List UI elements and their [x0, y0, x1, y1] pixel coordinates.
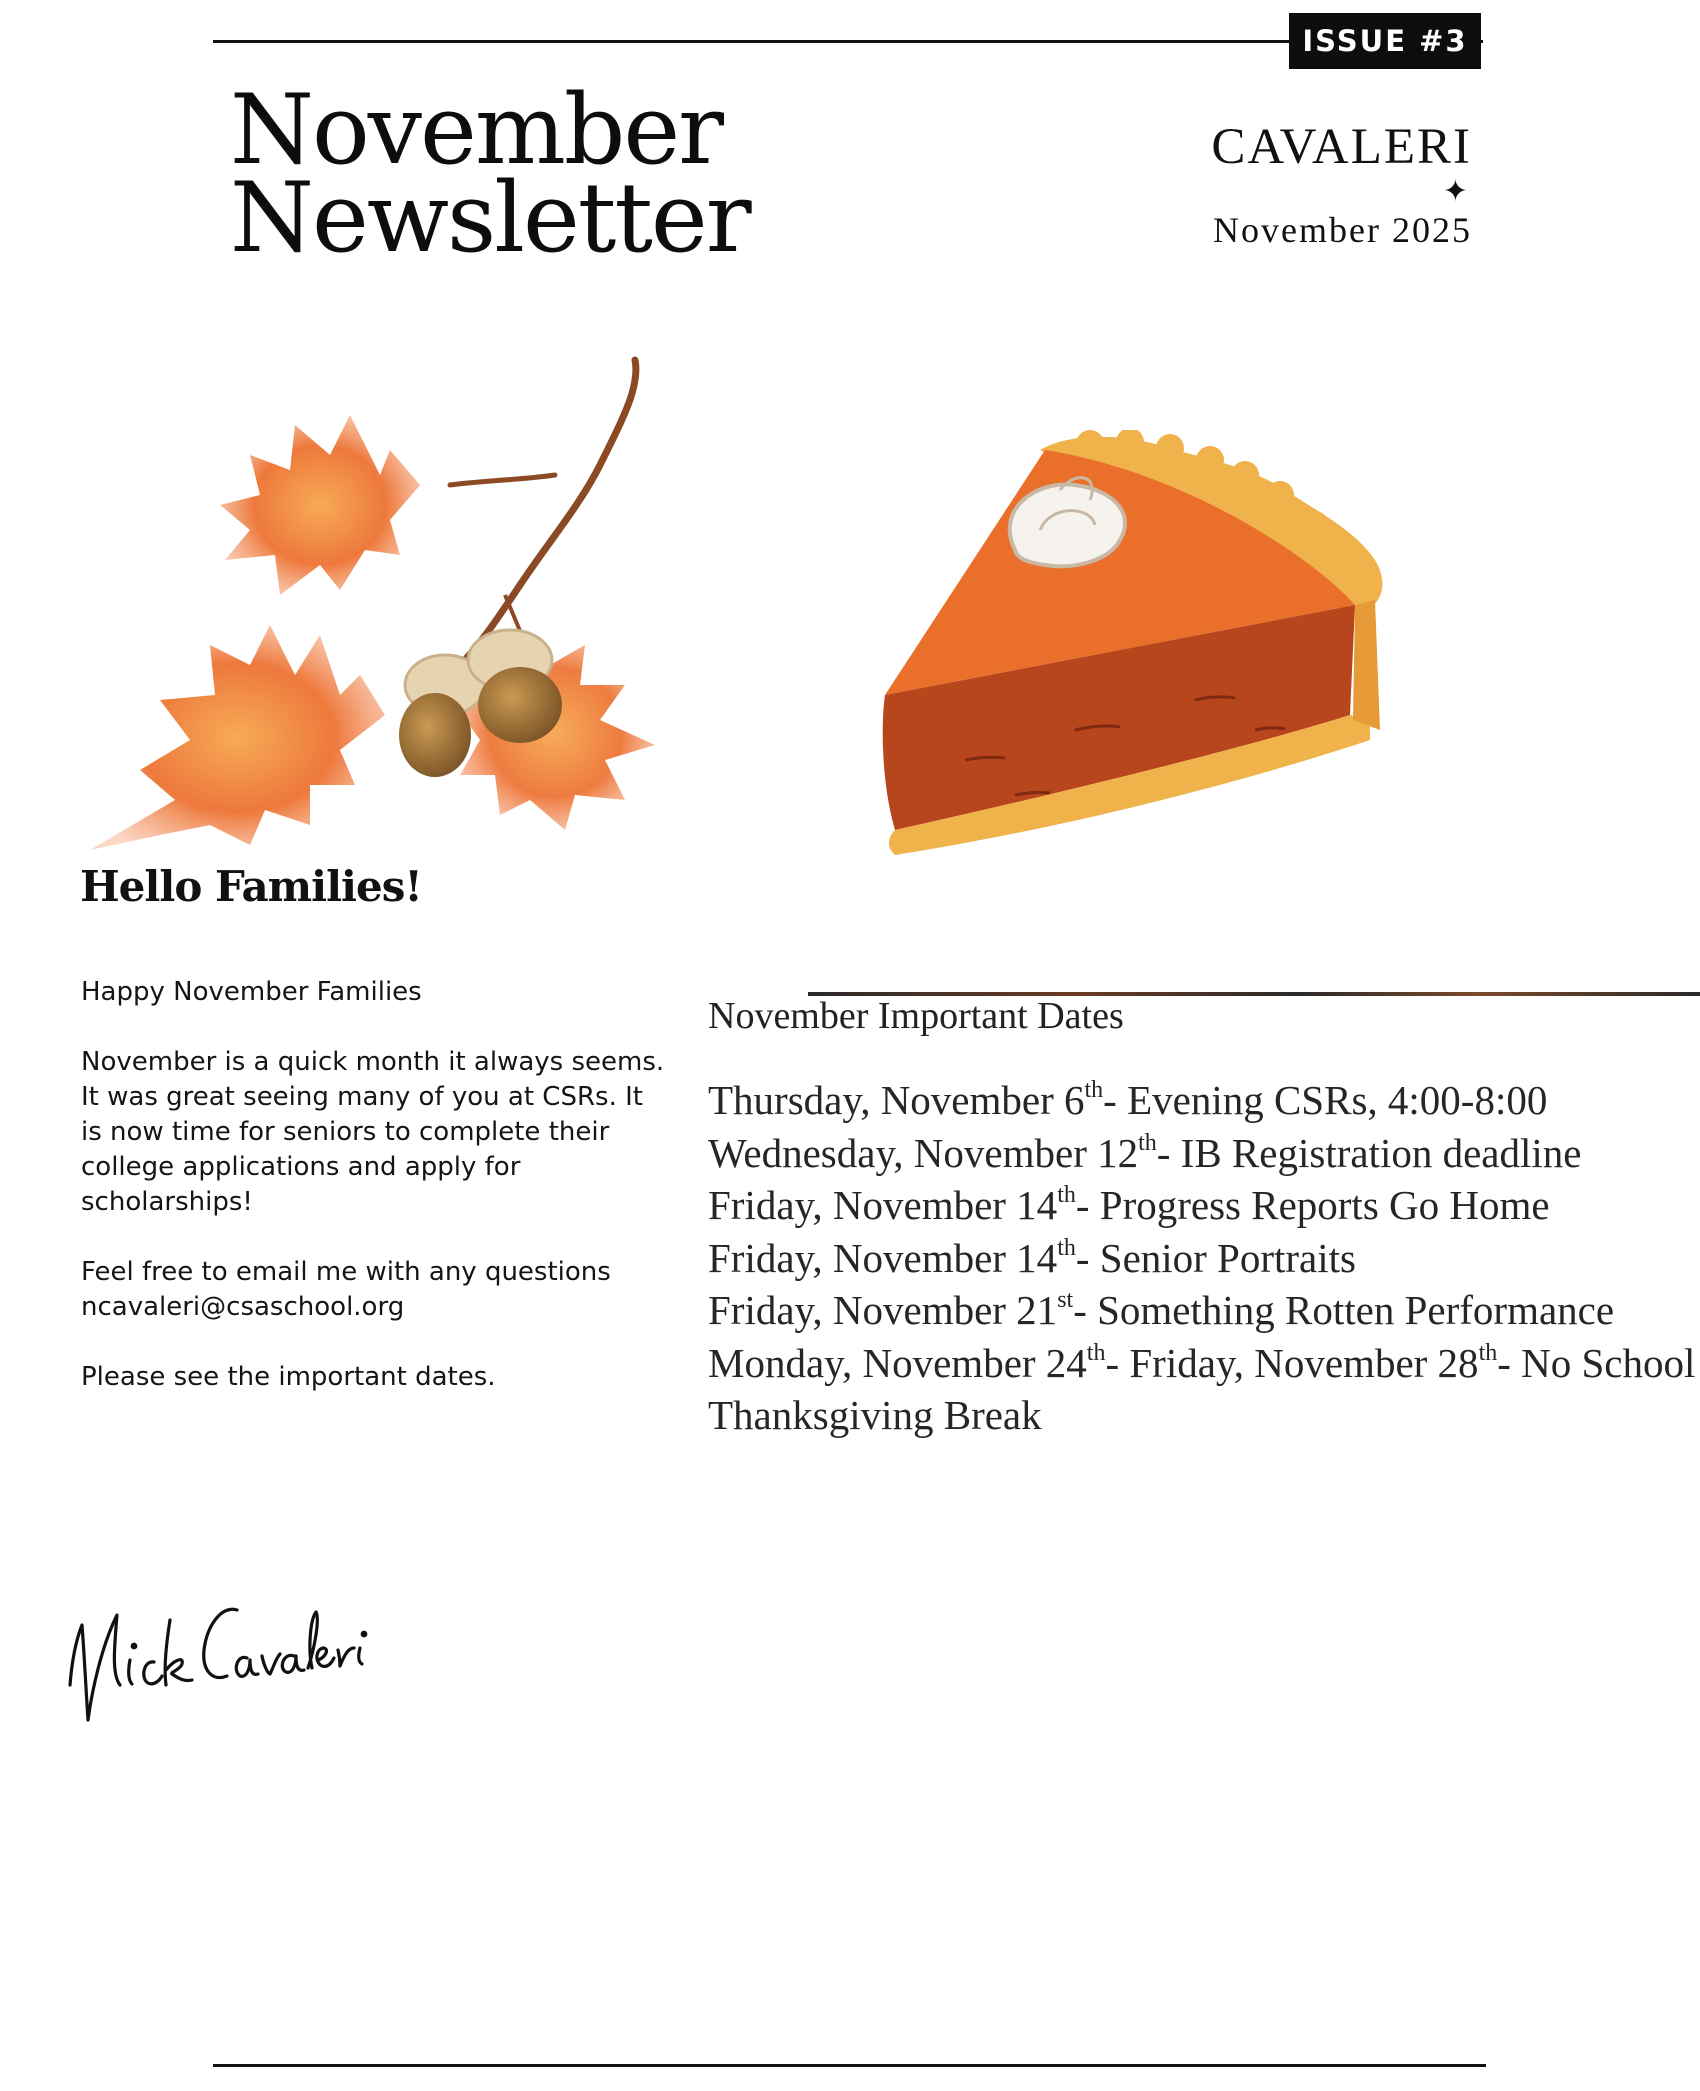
date-item-continuation: Thanksgiving Break: [708, 1392, 1042, 1438]
title-line-1: November: [230, 74, 723, 186]
issue-date: November 2025: [1213, 210, 1472, 250]
date-event: - Something Rotten Performance: [1073, 1287, 1615, 1333]
date-day: Wednesday, November 12: [708, 1129, 1139, 1176]
newsletter-title: [230, 74, 750, 274]
date-suffix: th: [1084, 1077, 1104, 1103]
letter-body: [81, 975, 671, 1430]
pumpkin-pie-illustration: [875, 430, 1395, 855]
date-day: Friday, November 21: [708, 1287, 1058, 1333]
important-dates-list: [708, 1074, 1695, 1442]
autumn-leaves-illustration: [80, 355, 660, 865]
date-day: Thursday, November 6: [708, 1077, 1085, 1123]
letter-paragraph: Please see the important dates.: [81, 1362, 496, 1392]
date-suffix: th: [1138, 1129, 1157, 1156]
date-event: - Progress Reports Go Home: [1075, 1182, 1550, 1228]
letter-paragraph: Feel free to email me with any questions ncavaleri@csaschool.org: [81, 1257, 611, 1322]
date-event: - Evening CSRs, 4:00-8:00: [1103, 1077, 1548, 1123]
date-event: - Senior Portraits: [1075, 1234, 1356, 1281]
signature: [62, 1590, 402, 1735]
date-suffix: th: [1478, 1339, 1498, 1366]
letter-paragraph: Happy November Families: [81, 977, 422, 1007]
date-item: [708, 1232, 1695, 1285]
date-suffix: st: [1057, 1287, 1074, 1313]
date-item: [708, 1337, 1695, 1390]
date-suffix: th: [1057, 1182, 1076, 1208]
date-day: Monday, November 24: [708, 1339, 1087, 1386]
date-event: - No School: [1497, 1339, 1696, 1386]
masthead: [1211, 118, 1472, 252]
issue-badge: ISSUE #3: [1289, 13, 1481, 69]
date-suffix: th: [1057, 1234, 1076, 1261]
date-item: [708, 1179, 1695, 1232]
date-day: Friday, November 14: [708, 1182, 1058, 1228]
letter-paragraph: November is a quick month it always seems. It was great seeing many of you at CSRs. It is now time for seniors to complete their college applications and apply for scholarships!: [81, 1047, 665, 1217]
dates-heading: November Important Dates: [708, 995, 1124, 1037]
greeting-heading: Hello Families!: [80, 862, 422, 911]
date-day: Friday, November 14: [708, 1234, 1058, 1281]
date-suffix: th: [1086, 1339, 1106, 1366]
date-item: [708, 1074, 1695, 1127]
bottom-rule: [213, 2064, 1486, 2067]
publisher-name: CAVALERI: [1211, 119, 1472, 175]
four-point-star-icon: ✦: [1442, 175, 1468, 208]
date-item: [708, 1284, 1695, 1337]
date-event: - Friday, November 28: [1105, 1339, 1479, 1386]
date-event: - IB Registration deadline: [1156, 1129, 1582, 1176]
title-line-2: Newsletter: [230, 162, 750, 274]
date-item: [708, 1127, 1695, 1180]
